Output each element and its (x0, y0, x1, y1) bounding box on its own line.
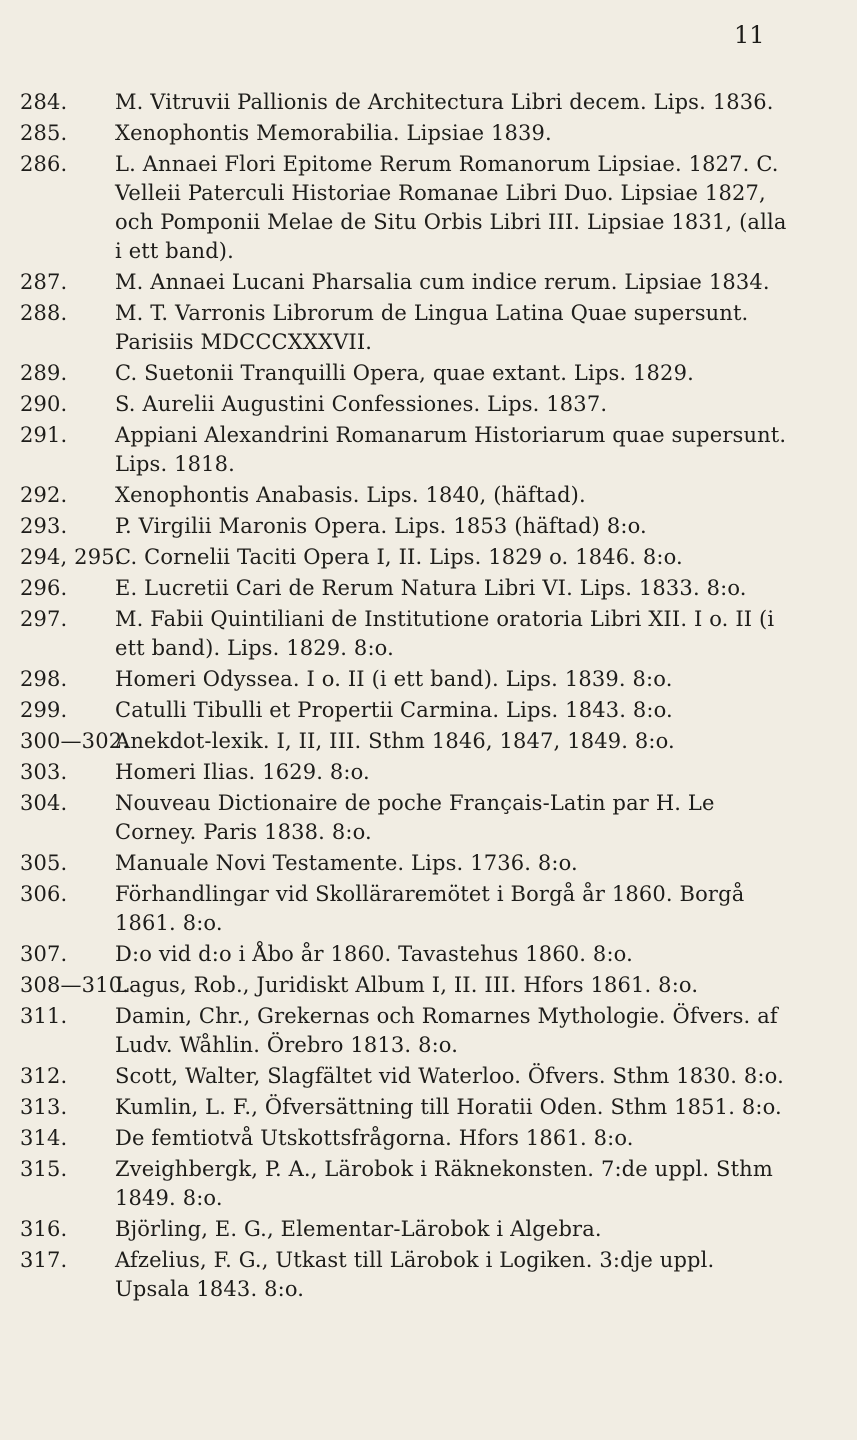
entry-text: Xenophontis Memorabilia. Lipsiae 1839. (115, 121, 552, 145)
catalog-entry (0, 665, 795, 694)
entry-number: 313. (20, 1095, 68, 1119)
page-number: 11 (734, 21, 765, 49)
catalog-entry (0, 1246, 795, 1304)
catalog-entry (0, 1062, 795, 1091)
catalog-entry (0, 359, 795, 388)
entry-text: D:o vid d:o i Åbo år 1860. Tavastehus 1860. 8:o. (115, 942, 633, 966)
entry-number: 293. (20, 514, 68, 538)
entry-number: 299. (20, 698, 68, 722)
entry-number: 290. (20, 392, 68, 416)
entry-text: Scott, Walter, Slagfältet vid Waterloo. Öfvers. Sthm 1830. 8:o. (115, 1064, 784, 1088)
catalog-list (0, 88, 857, 1306)
catalog-entry (0, 1002, 795, 1060)
entry-number: 303. (20, 760, 68, 784)
entry-text: M. Fabii Quintiliani de Institutione oratoria Libri XII. I o. II (i ett band). Lips. 1829. 8:o. (115, 607, 775, 660)
entry-number: 294, 295. (20, 545, 122, 569)
entry-number: 317. (20, 1248, 68, 1272)
entry-text: P. Virgilii Maronis Opera. Lips. 1853 (häftad) 8:o. (115, 514, 647, 538)
entry-text: Nouveau Dictionaire de poche Français-Latin par H. Le Corney. Paris 1838. 8:o. (115, 791, 715, 844)
catalog-entry (0, 299, 795, 357)
catalog-entry (0, 268, 795, 297)
catalog-entry (0, 390, 795, 419)
entry-text: Zveighbergk, P. A., Lärobok i Räknekonsten. 7:de uppl. Sthm 1849. 8:o. (115, 1157, 773, 1210)
entry-text: De femtiotvå Utskottsfrågorna. Hfors 1861. 8:o. (115, 1126, 634, 1150)
entry-number: 306. (20, 882, 68, 906)
entry-number: 289. (20, 361, 68, 385)
catalog-entry (0, 880, 795, 938)
entry-text: L. Annaei Flori Epitome Rerum Romanorum Lipsiae. 1827. C. Velleii Paterculi Historiae Romanae Libri Duo. Lipsiae 1827, och Pomponii Melae de Situ Orbis Libri III. Lipsiae 1831, (alla i ett band). (115, 152, 787, 263)
catalog-entry (0, 727, 795, 756)
catalog-entry (0, 605, 795, 663)
entry-number: 291. (20, 423, 68, 447)
catalog-entry (0, 574, 795, 603)
catalog-entry (0, 150, 795, 266)
entry-number: 304. (20, 791, 68, 815)
catalog-entry (0, 543, 795, 572)
entry-text: Damin, Chr., Grekernas och Romarnes Mythologie. Öfvers. af Ludv. Wåhlin. Örebro 1813. 8:o. (115, 1004, 778, 1057)
entry-text: M. T. Varronis Librorum de Lingua Latina Quae supersunt. Parisiis MDCCCXXXVII. (115, 301, 749, 354)
entry-number: 316. (20, 1217, 68, 1241)
catalog-entry (0, 696, 795, 725)
entry-text: M. Vitruvii Pallionis de Architectura Libri decem. Lips. 1836. (115, 90, 774, 114)
catalog-entry (0, 481, 795, 510)
catalog-entry (0, 971, 795, 1000)
catalog-entry (0, 421, 795, 479)
entry-text: Catulli Tibulli et Propertii Carmina. Lips. 1843. 8:o. (115, 698, 673, 722)
catalog-entry (0, 940, 795, 969)
catalog-entry (0, 512, 795, 541)
entry-number: 298. (20, 667, 68, 691)
entry-number: 292. (20, 483, 68, 507)
entry-text: Afzelius, F. G., Utkast till Lärobok i Logiken. 3:dje uppl. Upsala 1843. 8:o. (115, 1248, 715, 1301)
entry-number: 314. (20, 1126, 68, 1150)
catalog-entry (0, 789, 795, 847)
catalog-entry (0, 758, 795, 787)
entry-text: Lagus, Rob., Juridiskt Album I, II. III. Hfors 1861. 8:o. (115, 973, 699, 997)
catalog-entry (0, 1124, 795, 1153)
entry-text: Appiani Alexandrini Romanarum Historiarum quae supersunt. Lips. 1818. (115, 423, 787, 476)
catalog-entry (0, 1155, 795, 1213)
entry-number: 305. (20, 851, 68, 875)
entry-text: Kumlin, L. F., Öfversättning till Horatii Oden. Sthm 1851. 8:o. (115, 1095, 782, 1119)
entry-number: 307. (20, 942, 68, 966)
entry-number: 284. (20, 90, 68, 114)
entry-text: C. Cornelii Taciti Opera I, II. Lips. 1829 o. 1846. 8:o. (115, 545, 683, 569)
catalog-entry (0, 1215, 795, 1244)
entry-number: 308—310. (20, 973, 130, 997)
entry-number: 300—302. (20, 729, 130, 753)
entry-number: 286. (20, 152, 68, 176)
entry-text: M. Annaei Lucani Pharsalia cum indice rerum. Lipsiae 1834. (115, 270, 770, 294)
entry-number: 296. (20, 576, 68, 600)
entry-text: Anekdot-lexik. I, II, III. Sthm 1846, 1847, 1849. 8:o. (115, 729, 675, 753)
entry-number: 297. (20, 607, 68, 631)
entry-text: Homeri Odyssea. I o. II (i ett band). Lips. 1839. 8:o. (115, 667, 673, 691)
entry-text: C. Suetonii Tranquilli Opera, quae extant. Lips. 1829. (115, 361, 694, 385)
entry-text: Homeri Ilias. 1629. 8:o. (115, 760, 370, 784)
catalog-entry (0, 1093, 795, 1122)
entry-text: Björling, E. G., Elementar-Lärobok i Algebra. (115, 1217, 602, 1241)
entry-text: Xenophontis Anabasis. Lips. 1840, (häftad). (115, 483, 586, 507)
entry-number: 287. (20, 270, 68, 294)
entry-number: 312. (20, 1064, 68, 1088)
catalog-entry (0, 849, 795, 878)
entry-text: Manuale Novi Testamente. Lips. 1736. 8:o. (115, 851, 578, 875)
entry-number: 311. (20, 1004, 68, 1028)
entry-number: 285. (20, 121, 68, 145)
entry-text: Förhandlingar vid Skolläraremötet i Borgå år 1860. Borgå 1861. 8:o. (115, 882, 745, 935)
entry-text: E. Lucretii Cari de Rerum Natura Libri VI. Lips. 1833. 8:o. (115, 576, 747, 600)
catalog-entry (0, 119, 795, 148)
entry-text: S. Aurelii Augustini Confessiones. Lips. 1837. (115, 392, 608, 416)
entry-number: 315. (20, 1157, 68, 1181)
catalog-entry (0, 88, 795, 117)
entry-number: 288. (20, 301, 68, 325)
